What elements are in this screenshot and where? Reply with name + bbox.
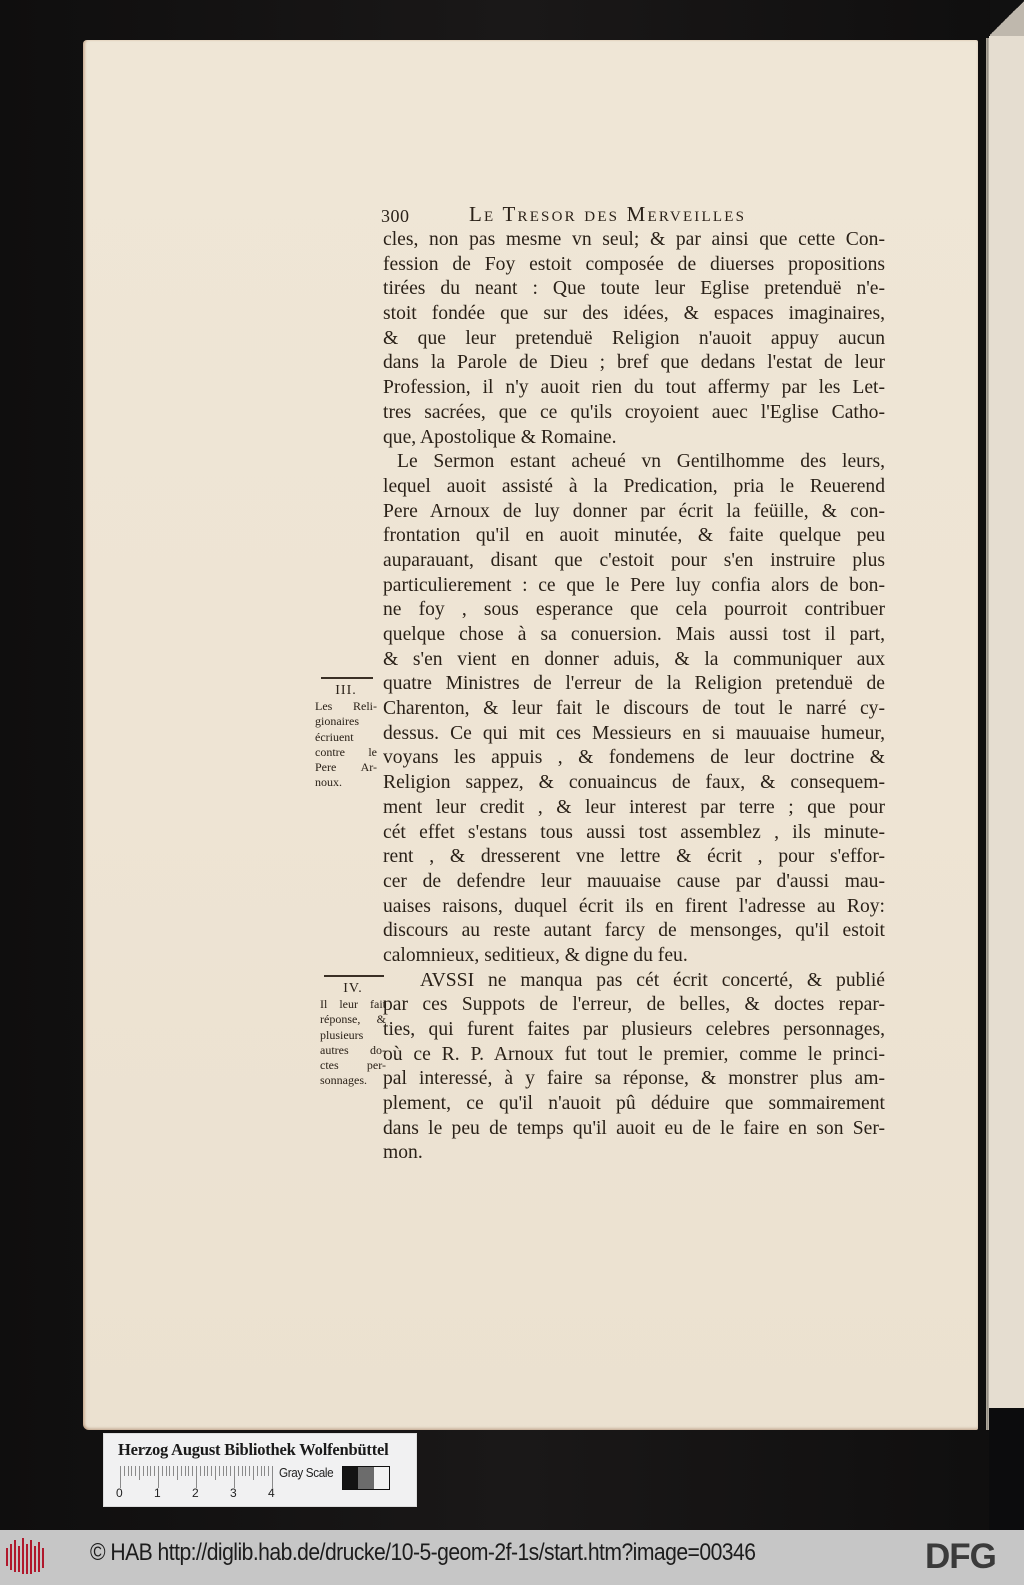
- text-line: dessus. Ce qui mit ces Messieurs en si mauuaise humeur,: [383, 722, 885, 744]
- paragraph-start-line: AVSSI ne manqua pas cét écrit concerté, & publié: [420, 969, 885, 991]
- calibration-title: Herzog August Bibliothek Wolfenbüttel: [118, 1440, 389, 1459]
- text-line: dans la Parole de Dieu ; bref que dedans l'estat de leur: [383, 352, 885, 374]
- margin-note-line: sonnages.: [320, 1073, 367, 1088]
- adjacent-page-edge: [989, 36, 1024, 1408]
- text-line: voyans les appuis , & fondemens de leur doctrine &: [383, 747, 885, 769]
- adjacent-page-corner: [990, 0, 1024, 36]
- gray-scale-swatches: [342, 1466, 390, 1490]
- gray-swatch-white: [374, 1467, 389, 1489]
- calibration-card: [103, 1433, 417, 1507]
- text-line: calomnieux, seditieux, & digne du feu.: [383, 944, 688, 966]
- margin-note-number: IV.: [343, 981, 363, 996]
- text-line: ment leur credit , & leur interest par terre ; que pour: [383, 796, 885, 818]
- text-line: dans le peu de temps qu'il auoit eu de le faire en son Ser-: [383, 1117, 885, 1139]
- text-line: rent , & dresserent vne lettre & écrit , pour s'effor-: [383, 846, 885, 868]
- text-line: quelque chose à sa conuersion. Mais aussi tost il part,: [383, 624, 885, 645]
- text-line: pal interessé, à y faire sa réponse, & monstrer plus am-: [383, 1068, 885, 1090]
- gray-scale-label: Gray Scale: [279, 1465, 334, 1480]
- text-line: quatre Ministres de l'erreur de la Religion pretenduë de: [383, 673, 885, 695]
- ruler-label: 2: [192, 1486, 199, 1500]
- ruler-label: 4: [268, 1486, 275, 1500]
- page-number: 300: [381, 206, 410, 226]
- text-line: Religion sappez, & conuaincus de faux, & consequem-: [383, 772, 885, 794]
- gray-swatch-mid: [358, 1467, 373, 1489]
- margin-note-line: plusieurs: [320, 1027, 364, 1042]
- ruler-labels: [116, 1486, 286, 1500]
- margin-rule: [321, 677, 373, 679]
- text-line: mon.: [383, 1142, 423, 1164]
- gray-swatch-black: [343, 1467, 358, 1489]
- text-line: frontation qu'il en auoit minutée, & faite quelque peu: [383, 525, 885, 547]
- margin-note-iv: [320, 975, 386, 1089]
- text-line: & s'en vient en donner aduis, & la communiquer aux: [383, 648, 885, 670]
- dfg-logo: DFG: [925, 1537, 996, 1576]
- text-line: uaises raisons, duquel écrit ils en firent l'adresse au Roy:: [383, 895, 885, 917]
- hab-logo-icon: [4, 1536, 46, 1578]
- margin-note-line: écriuent: [315, 729, 354, 744]
- margin-rule: [324, 975, 384, 977]
- ruler-label: 1: [154, 1486, 161, 1500]
- text-line: auparauant, disant que c'estoit pour s'en instruire plus: [383, 549, 885, 571]
- running-head: [381, 202, 881, 230]
- text-line: & que leur pretenduë Religion n'auoit appuy aucun: [383, 327, 885, 349]
- margin-note-iii: [315, 677, 377, 791]
- margin-note-number: III.: [335, 683, 357, 698]
- margin-note-line: Les Reli-: [315, 699, 377, 713]
- text-line: Profession, il n'y auoit rien du tout affermy par les Let-: [383, 377, 885, 399]
- text-line: particulierement : ce que le Pere luy confia alors de bon-: [383, 574, 885, 596]
- adjacent-page-shadow: [989, 1408, 1024, 1530]
- text-line: plement, ce qu'il n'auoit pû déduire que sommairement: [383, 1093, 885, 1115]
- text-line: cét effet s'estans tous aussi tost assemblez , ils minute-: [383, 821, 885, 843]
- margin-note-line: gionaires: [315, 714, 359, 729]
- text-line: cer de defendre leur mauuaise cause par d'aussi mau-: [383, 870, 885, 892]
- ruler-label: 0: [116, 1486, 123, 1500]
- margin-note-line: noux.: [315, 775, 342, 790]
- ruler-label: 3: [230, 1486, 237, 1500]
- margin-note-line: réponse, &: [320, 1012, 386, 1027]
- text-line: discours au reste autant farcy de mensonges, qu'il estoit: [383, 920, 885, 942]
- text-line: que, Apostolique & Romaine.: [383, 426, 617, 448]
- text-line: Charenton, & leur fait le discours de tout le narré cy-: [383, 698, 885, 720]
- paragraph-start-line: Le Sermon estant acheué vn Gentilhomme des leurs,: [397, 451, 885, 473]
- text-line: Pere Arnoux de luy donner par écrit la feüille, & con-: [383, 500, 885, 522]
- margin-note-line: ctes per-: [320, 1058, 386, 1073]
- ruler-scale: [120, 1466, 270, 1484]
- text-line: ties, qui furent faites par plusieurs celebres personnages,: [383, 1019, 885, 1040]
- body-text: [383, 228, 885, 1166]
- text-line: où ce R. P. Arnoux fut tout le premier, comme le princi-: [383, 1043, 885, 1065]
- margin-note-line: Pere Ar-: [315, 760, 377, 775]
- text-line: tres sacrées, que ce qu'ils croyoient auec l'Eglise Catho-: [383, 401, 885, 423]
- page-gutter: [986, 38, 989, 1430]
- footer-bar: [0, 1530, 1024, 1585]
- text-line: par ces Suppots de l'erreur, de belles, & doctes repar-: [383, 994, 885, 1016]
- text-line: lequel auoit assisté à la Predication, pria le Reuerend: [383, 475, 885, 497]
- margin-note-line: autres do-: [320, 1042, 386, 1057]
- text-line: cles, non pas mesme vn seul; & par ainsi que cette Con-: [383, 229, 885, 250]
- text-line: ne foy , sous esperance que cela pourroit contribuer: [383, 599, 885, 621]
- text-line: tirées du neant : Que toute leur Eglise pretenduë n'e-: [383, 278, 885, 300]
- margin-note-line: Il leur fait: [320, 997, 386, 1011]
- margin-note-line: contre le: [315, 744, 377, 759]
- running-head-title: Le Tresor des Merveilles: [469, 202, 747, 226]
- copyright-link[interactable]: © HAB http://diglib.hab.de/drucke/10-5-geom-2f-1s/start.htm?image=00346: [90, 1539, 756, 1566]
- text-line: stoit fondée que sur des idées, & espaces imaginaires,: [383, 303, 885, 325]
- text-line: fession de Foy estoit composée de diuerses propositions: [383, 253, 885, 275]
